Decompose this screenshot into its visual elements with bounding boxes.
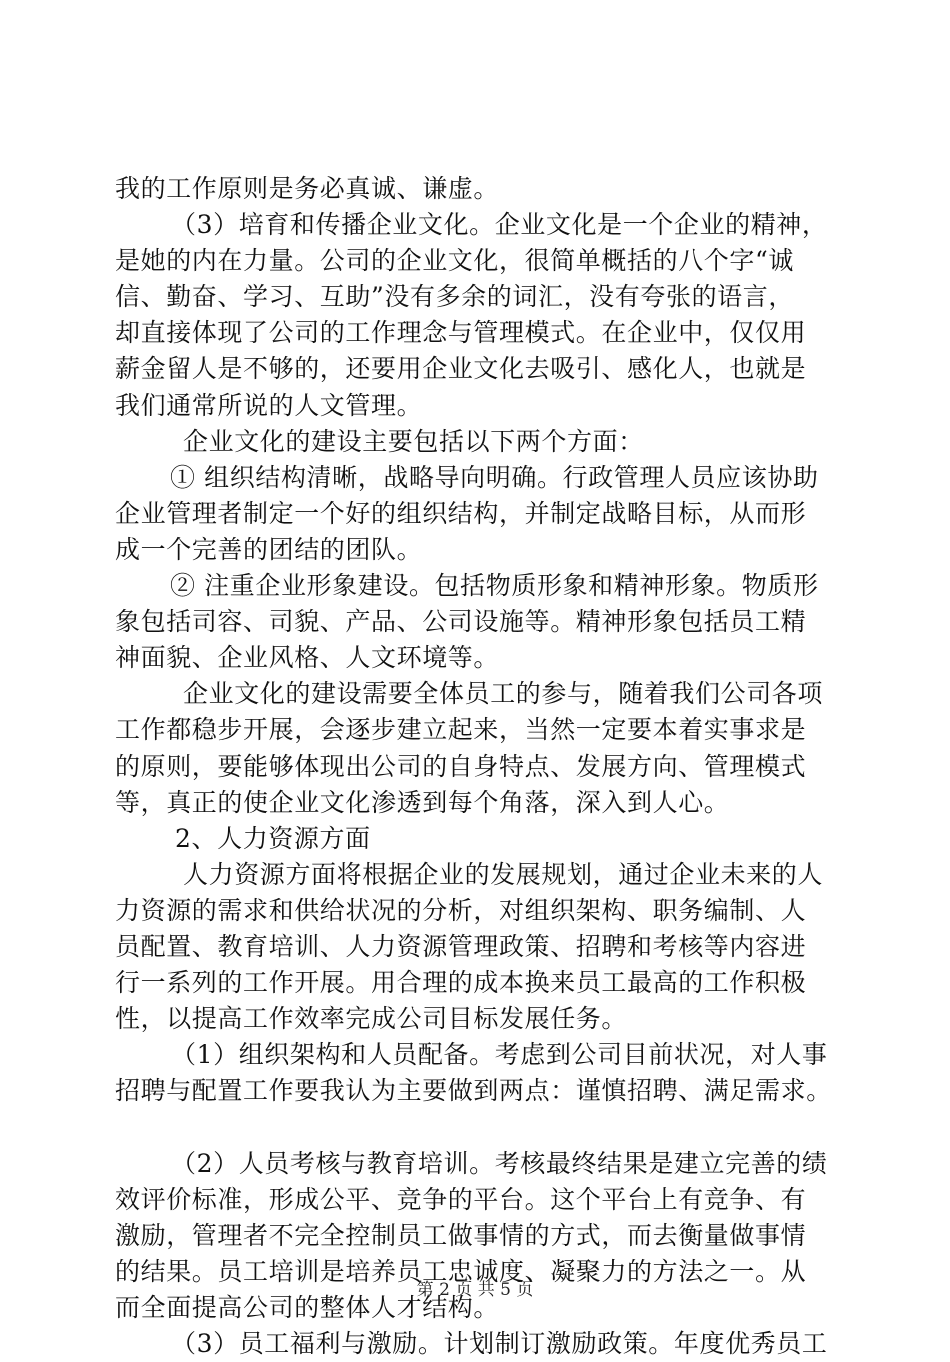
text-line: 是她的内在力量。公司的企业文化，很简单概括的八个字“诚 — [115, 246, 794, 276]
body-text — [115, 171, 855, 1362]
text-line: 象包括司容、司貌、产品、公司设施等。精神形象包括员工精 — [115, 607, 807, 637]
blank-line — [115, 1109, 855, 1145]
text-line: 激励，管理者不完全控制员工做事情的方式，而去衡量做事情 — [115, 1220, 807, 1250]
text-line: 企业管理者制定一个好的组织结构，并制定战略目标，从而形 — [115, 498, 807, 528]
text-line: 员配置、教育培训、人力资源管理政策、招聘和考核等内容进 — [115, 931, 807, 961]
section-heading: 2、人力资源方面 — [175, 823, 371, 853]
text-line: ② 注重企业形象建设。包括物质形象和精神形象。物质形 — [170, 571, 819, 601]
text-line: 的结果。员工培训是培养员工忠诚度、凝聚力的方法之一。从 — [115, 1256, 807, 1286]
text-line: （3）员工福利与激励。计划制订激励政策。年度优秀员工 — [171, 1329, 828, 1358]
text-line: 我们通常所说的人文管理。 — [115, 390, 423, 420]
text-line: （3）培育和传播企业文化。企业文化是一个企业的精神， — [171, 210, 828, 240]
text-line: 效评价标准，形成公平、竞争的平台。这个平台上有竞争、有 — [115, 1184, 807, 1214]
text-line: 我的工作原则是务必真诚、谦虚。 — [115, 174, 500, 203]
text-line: 而全面提高公司的整体人才结构。 — [115, 1292, 500, 1322]
text-line: 的原则，要能够体现出公司的自身特点、发展方向、管理模式 — [115, 751, 807, 781]
text-line: （2）人员考核与教育培训。考核最终结果是建立完善的绩 — [171, 1148, 828, 1178]
text-line: （1）组织架构和人员配备。考虑到公司目前状况，对人事 — [171, 1040, 828, 1070]
text-line: 神面貌、企业风格、人文环境等。 — [115, 643, 500, 673]
text-line: 企业文化的建设需要全体员工的参与，随着我们公司各项 — [183, 679, 824, 709]
text-line: 等，真正的使企业文化渗透到每个角落，深入到人心。 — [115, 787, 730, 817]
text-line: 招聘与配置工作要我认为主要做到两点：谨慎招聘、满足需求。 — [115, 1076, 832, 1106]
text-line: 力资源的需求和供给状况的分析，对组织架构、职务编制、人 — [115, 895, 807, 925]
text-line: 薪金留人是不够的，还要用企业文化去吸引、感化人，也就是 — [115, 354, 807, 384]
text-line: 行一系列的工作开展。用合理的成本换来员工最高的工作积极 — [115, 968, 807, 998]
text-line: 性，以提高工作效率完成公司目标发展任务。 — [115, 1004, 628, 1034]
page-number-footer: 第 2 页 共 5 页 — [416, 1280, 534, 1300]
text-line: 成一个完善的团结的团队。 — [115, 534, 423, 564]
text-line: ① 组织结构清晰，战略导向明确。行政管理人员应该协助 — [170, 462, 819, 492]
text-line: 工作都稳步开展，会逐步建立起来，当然一定要本着实事求是 — [115, 715, 807, 745]
text-line: 却直接体现了公司的工作理念与管理模式。在企业中，仅仅用 — [115, 318, 807, 348]
text-line: 人力资源方面将根据企业的发展规划，通过企业未来的人 — [183, 859, 824, 889]
text-line: 信、勤奋、学习、互助”没有多余的词汇，没有夸张的语言， — [115, 282, 794, 312]
text-line: 企业文化的建设主要包括以下两个方面： — [183, 426, 644, 456]
